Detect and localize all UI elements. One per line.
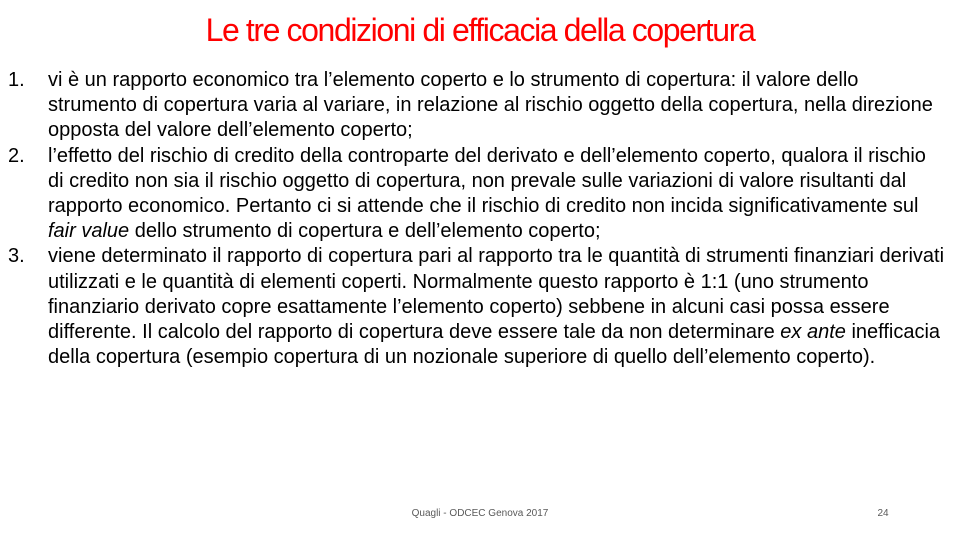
slide-title: Le tre condizioni di efficacia della copertura — [205, 12, 755, 48]
list-item-text-continued: dello strumento di copertura e dell’elemento coperto; — [129, 220, 601, 243]
list-item-number: 3. — [8, 245, 25, 268]
conditions-list — [0, 68, 960, 370]
list-item-number: 1. — [8, 69, 25, 91]
italic-term: ex ante — [780, 321, 846, 344]
list-item-text: viene determinato il rapporto di copertura pari al rapporto tra le quantità di strumenti finanziari derivati utilizzati e le quantità di elementi coperti. Normalmente questo rapporto è 1:1 (uno strumento finanziario derivato copre esattamente l’elemento coperto) sebbene in alcuni casi possa essere differente. Il calcolo del rapporto di copertura deve essere tale da non determinare — [48, 245, 945, 344]
list-item-text: vi è un rapporto economico tra l’elemento coperto e lo strumento di copertura: il valore dello strumento di copertura varia al variare, in relazione al rischio oggetto della copertura, nella direzione opposta del valore dell’elemento coperto; — [48, 69, 933, 142]
list-item — [0, 68, 960, 144]
footer-author: Quagli - ODCEC Genova 2017 — [411, 508, 549, 519]
list-item — [0, 144, 960, 245]
page-number: 24 — [877, 508, 889, 519]
list-item-text-continued: inefficacia della copertura (esempio copertura di un nozionale superiore di quello dell’elemento coperto). — [48, 321, 941, 369]
italic-term: fair value — [48, 220, 130, 243]
list-item-text: l’effetto del rischio di credito della controparte del derivato e dell’elemento coperto, qualora il rischio di credito non sia il rischio oggetto di copertura, non prevale sulle variazioni di valore risultanti dal rapporto economico. Pertanto ci si attende che il rischio di credito non incida significativamente sul — [48, 144, 926, 218]
list-item — [0, 244, 960, 370]
list-item-number: 2. — [8, 144, 25, 167]
